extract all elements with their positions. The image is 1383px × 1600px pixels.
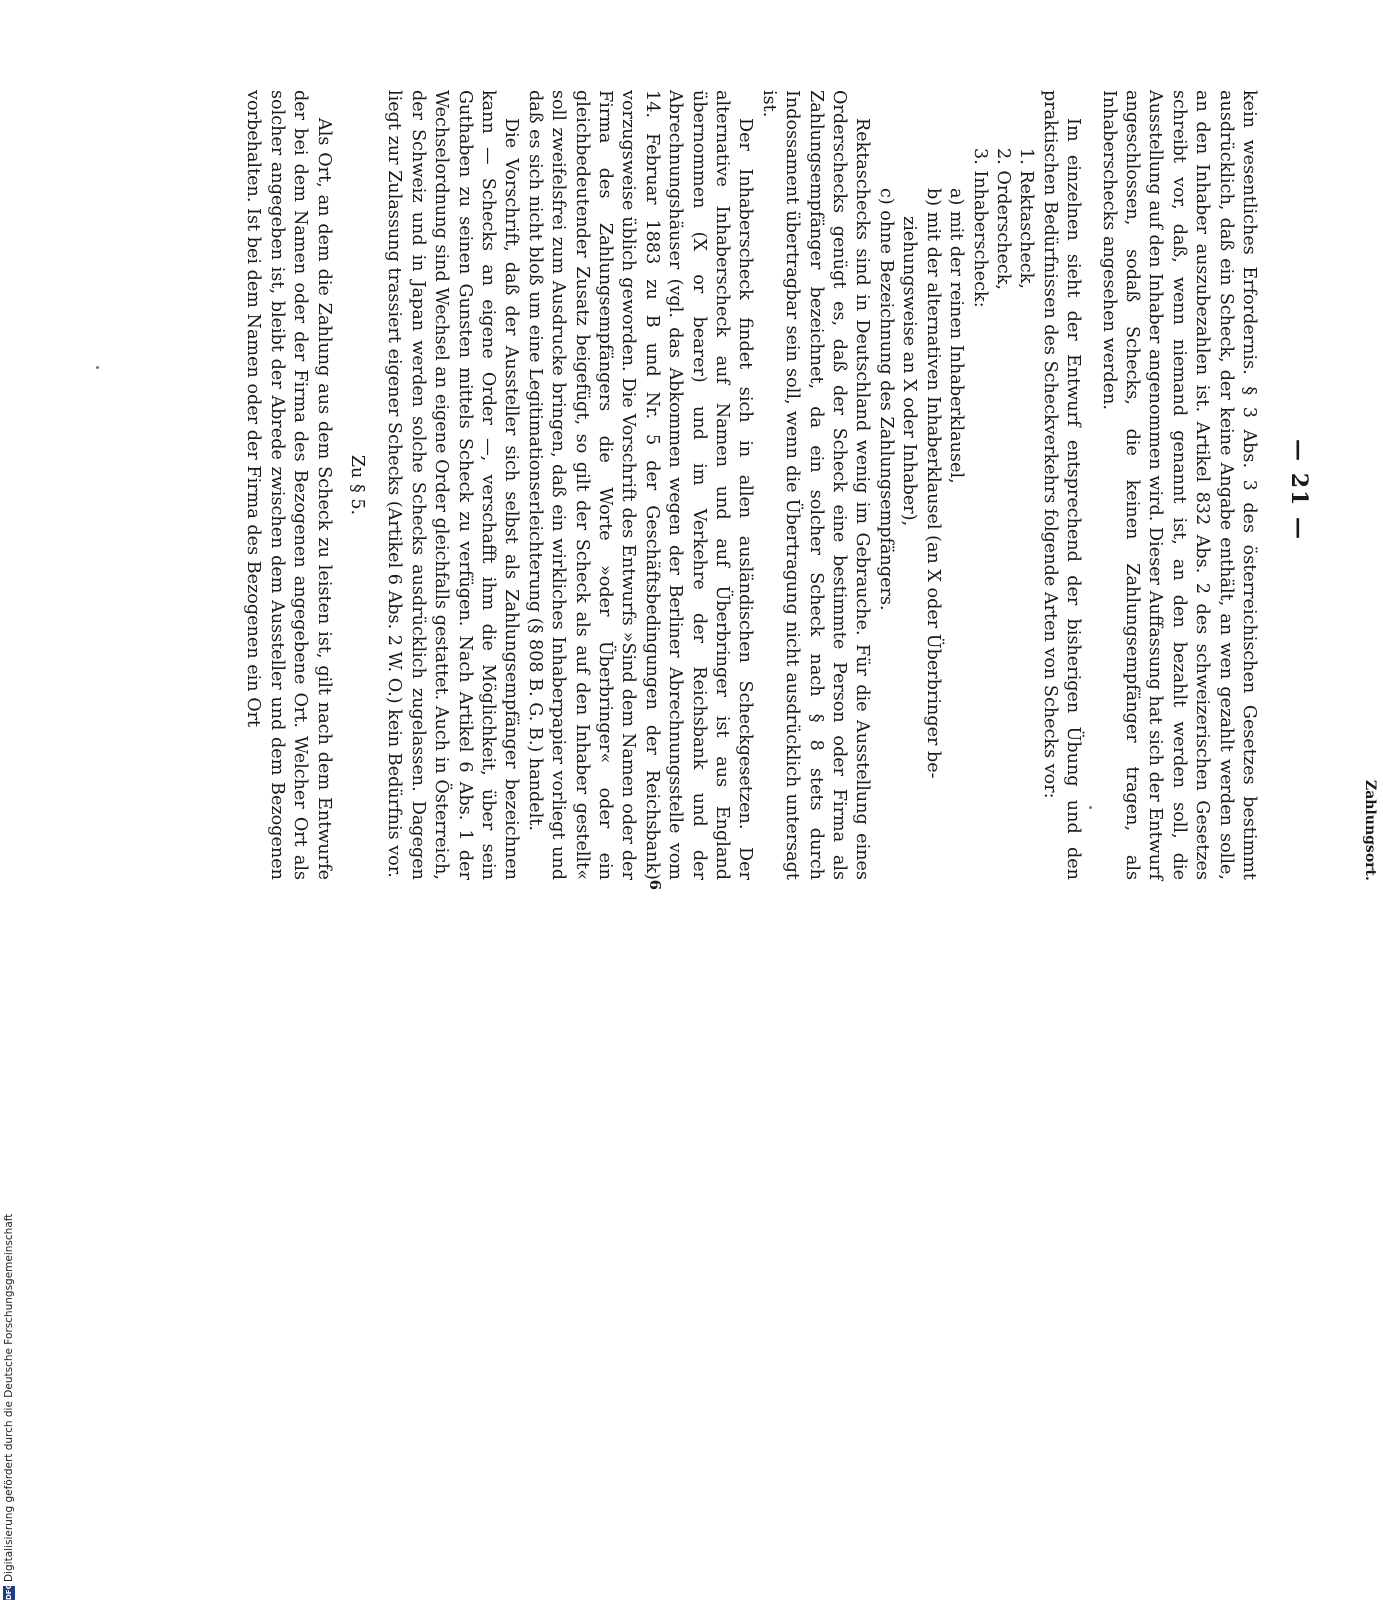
paragraph: Die Vorschrift, daß der Aussteller sich selbst als Zahlungsempfänger bezeichnen kann — Schecks an eigene Order —, verschafft ihm die Möglichkeit, über sein Guthaben zu seinen Gunsten mittels Scheck zu verfügen. Nach Artikel 6 Abs. 1 der Wechselordnung sind Wechsel an eigene Order gleichfalls gestattet. Auch in Österreich, der Schweiz und in Japan werden solche Schecks ausdrücklich zugelassen. Dagegen liegt zur Zulassung trassiert eigener Schecks (Artikel 6 Abs. 2 W. O.) kein Bedürfnis vor. [384,90,522,880]
scan-speck [96,366,99,369]
list-item: 1. Rektascheck, [1016,148,1037,289]
check-types-list [874,90,1038,880]
margin-note: Zahlungsort. [1362,780,1378,881]
paragraph: Im einzelnen sieht der Entwurf entsprechend der bisherigen Übung und den praktischen Bedürfnissen des Scheckverkehrs folgende Arten von Schecks vor: [1039,90,1084,880]
scan-speck [1089,806,1092,809]
page-number: — 21 — [1286,439,1312,541]
paragraph: Rektaschecks sind in Deutschland wenig im Gebrauche. Für die Ausstellung eines Orderschecks genügt es, daß der Scheck eine bestimmte Person oder Firma als Zahlungsempfänger bezeichnet, da ein solcher Scheck nach § 8 stets durch Indossament übertragbar sein soll, wenn die Übertragung nicht ausdrücklich untersagt ist. [758,90,873,880]
paragraph: Als Ort, an dem die Zahlung aus dem Scheck zu leisten ist, gilt nach dem Entwurfe der bei dem Namen oder der Firma des Bezogenen angegebene Ort. Welcher Ort als solcher angegeben ist, bleibt der Abrede zwischen dem Aussteller und dem Bezogenen vorbehalten. Ist bei dem Namen oder der Firma des Bezogenen ein Ort [243,90,334,880]
digitization-credit [0,1208,18,1600]
list-subitem-text: b) mit der alternativen Inhaberklausel (an X oder Überbringer be- [922,188,943,779]
paragraph: Der Inhaberscheck findet sich in allen ausländischen Scheckgesetzen. Der alternative Inhaberscheck auf Namen und auf Überbringer ist aus England übernommen (X or bearer) und im Verkehre der Reichsbank und der Abrechnungshäuser (vgl. das Abkommen wegen der Berliner Abrechnungsstelle vom 14. Februar 1883 zu B und Nr. 5 der Geschäftsbedingungen der Reichsbank) vorzugsweise üblich geworden. Die Vorschrift des Entwurfs »Sind dem Namen oder der Firma des Zahlungsempfängers die Worte »oder Überbringer« oder ein gleichbedeutender Zusatz beigefügt, so gilt der Scheck als auf den Inhaber gestellt« soll zweifelsfrei zum Ausdrucke bringen, daß ein wirkliches Inhaberpapier vorliegt und daß es sich nicht bloß um eine Legitimationserleichterung (§ 808 B. G. B.) handelt. [524,90,756,880]
dfg-logo: DFG [5,1583,13,1600]
list-subitem [897,90,944,880]
list-item: 2. Orderscheck, [992,148,1013,291]
list-item: 3. Inhaberscheck: [969,148,990,308]
document-page [243,90,1378,890]
body-text [241,90,1260,880]
credit-text: Digitalisierung gefördert durch die Deutsche Forschungsgemeinschaft [3,1213,15,1582]
list-subitem-continuation: ziehungsweise an X oder Inhaber), [899,216,920,527]
paragraph: kein wesentliches Erfordernis. § 3 Abs. 3 des österreichischen Gesetzes bestimmt ausdrücklich, daß ein Scheck, der keine Angabe enthält, an wen gezahlt werden solle, an den Inhaber auszubezahlen ist. Artikel 832 Abs. 2 des schweizerischen Gesetzes schreibt vor, daß, wenn niemand genannt ist, an den bezahlt werden soll, die Ausstellung auf den Inhaber angenommen wird. Dieser Auffassung hat sich der Entwurf angeschlossen, sodaß Schecks, die keinen Zahlungsempfänger tragen, als Inhaberschecks angesehen werden. [1098,90,1259,880]
section-heading: Zu § 5. [346,454,367,516]
list-subitem: c) ohne Bezeichnung des Zahlungsempfängers. [875,188,896,611]
signature-mark: 6 [646,879,664,890]
list-subitem: a) mit der reinen Inhaberklausel, [946,188,967,484]
